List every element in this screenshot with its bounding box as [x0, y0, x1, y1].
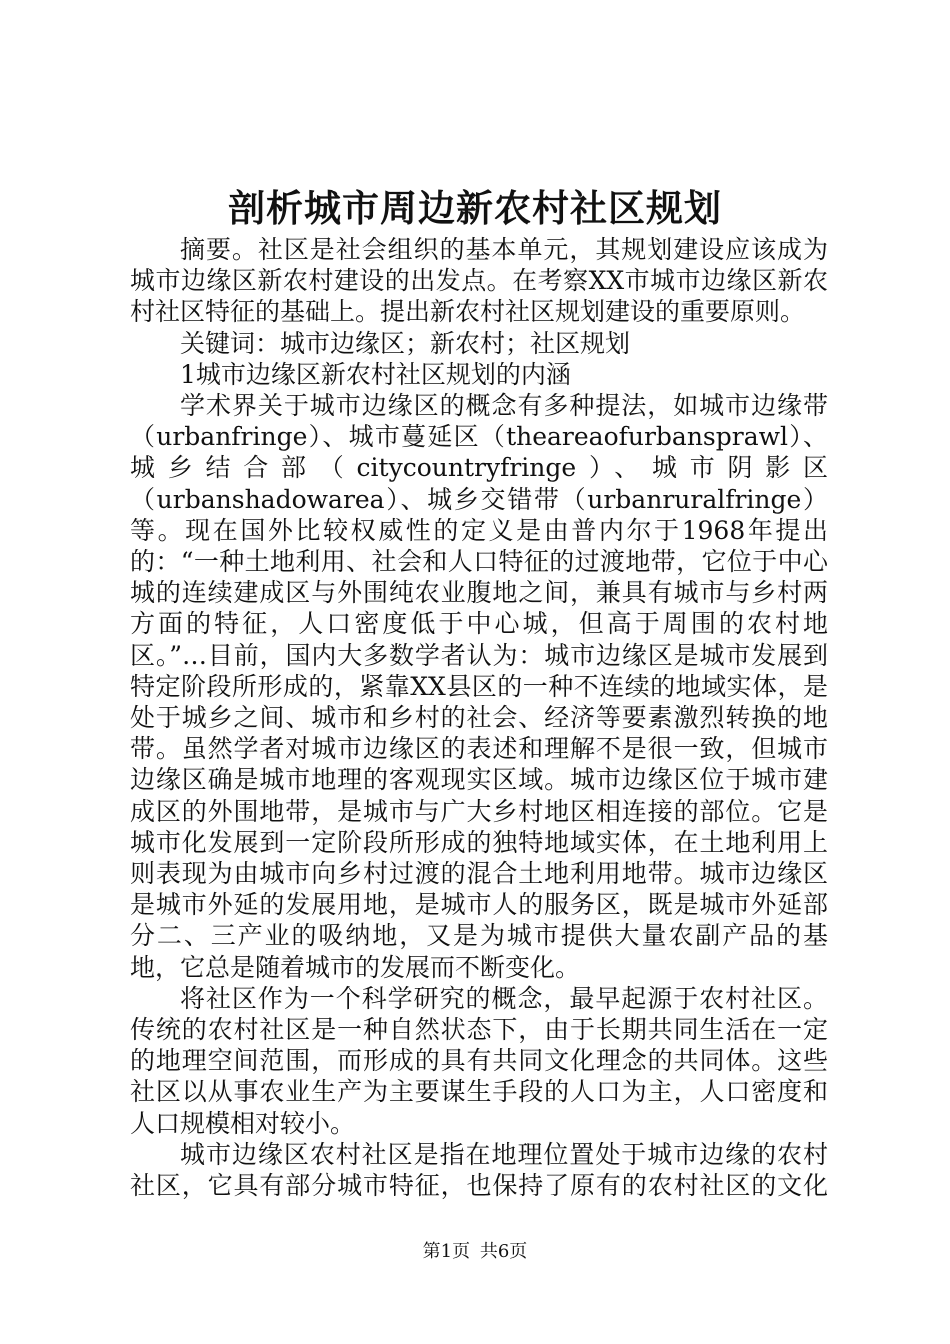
body-paragraph: 城市边缘区农村社区是指在地理位置处于城市边缘的农村社区，它具有部分城市特征，也保持了原有的农村社区的文化 — [130, 1139, 828, 1201]
body-paragraph: 学术界关于城市边缘区的概念有多种提法，如城市边缘带（urbanfringe）、城市蔓延区（theareaofurbansprawl）、城乡结合部（citycountryfringe）、城市阴影区（urbanshadowarea）、城乡交错带（urbanruralfringe）等。现在国外比较权威性的定义是由普内尔于1968年提出的：“一种土地利用、社会和人口特征的过渡地带，它位于中心城的连续建成区与外围纯农业腹地之间，兼具有城市与乡村两方面的特征，人口密度低于中心城，但高于周围的农村地区。”…目前，国内大多数学者认为：城市边缘区是城市发展到特定阶段所形成的，紧靠XX县区的一种不连续的地域实体，是处于城乡之间、城市和乡村的社会、经济等要素激烈转换的地带。虽然学者对城市边缘区的表述和理解不是很一致，但城市边缘区确是城市地理的客观现实区域。城市边缘区位于城市建成区的外围地带，是城市与广大乡村地区相连接的部位。它是城市化发展到一定阶段所形成的独特地域实体，在土地利用上则表现为由城市向乡村过渡的混合土地利用地带。城市边缘区是城市外延的发展用地，是城市人的服务区，既是城市外延部分二、三产业的吸纳地，又是为城市提供大量农副产品的基地，它总是随着城市的发展而不断变化。 — [130, 391, 828, 982]
abstract-paragraph: 摘要。社区是社会组织的基本单元，其规划建设应该成为城市边缘区新农村建设的出发点。在考察XX市城市边缘区新农村社区特征的基础上。提出新农村社区规划建设的重要原则。 — [130, 235, 828, 327]
page-number: 第1页 — [422, 1241, 471, 1262]
body-paragraph: 将社区作为一个科学研究的概念，最早起源于农村社区。传统的农村社区是一种自然状态下，由于长期共同生活在一定的地理空间范围，而形成的具有共同文化理念的共同体。这些社区以从事农业生产为主要谋生手段的人口为主，人口密度和人口规模相对较小。 — [130, 983, 828, 1138]
page-total: 共6页 — [479, 1241, 528, 1262]
document-body — [130, 234, 828, 1201]
document-title: 剖析城市周边新农村社区规划 — [228, 186, 722, 230]
section-heading: 1城市边缘区新农村社区规划的内涵 — [180, 359, 571, 389]
keywords-paragraph: 关键词：城市边缘区；新农村；社区规划 — [180, 328, 631, 358]
page-footer — [0, 1240, 950, 1264]
